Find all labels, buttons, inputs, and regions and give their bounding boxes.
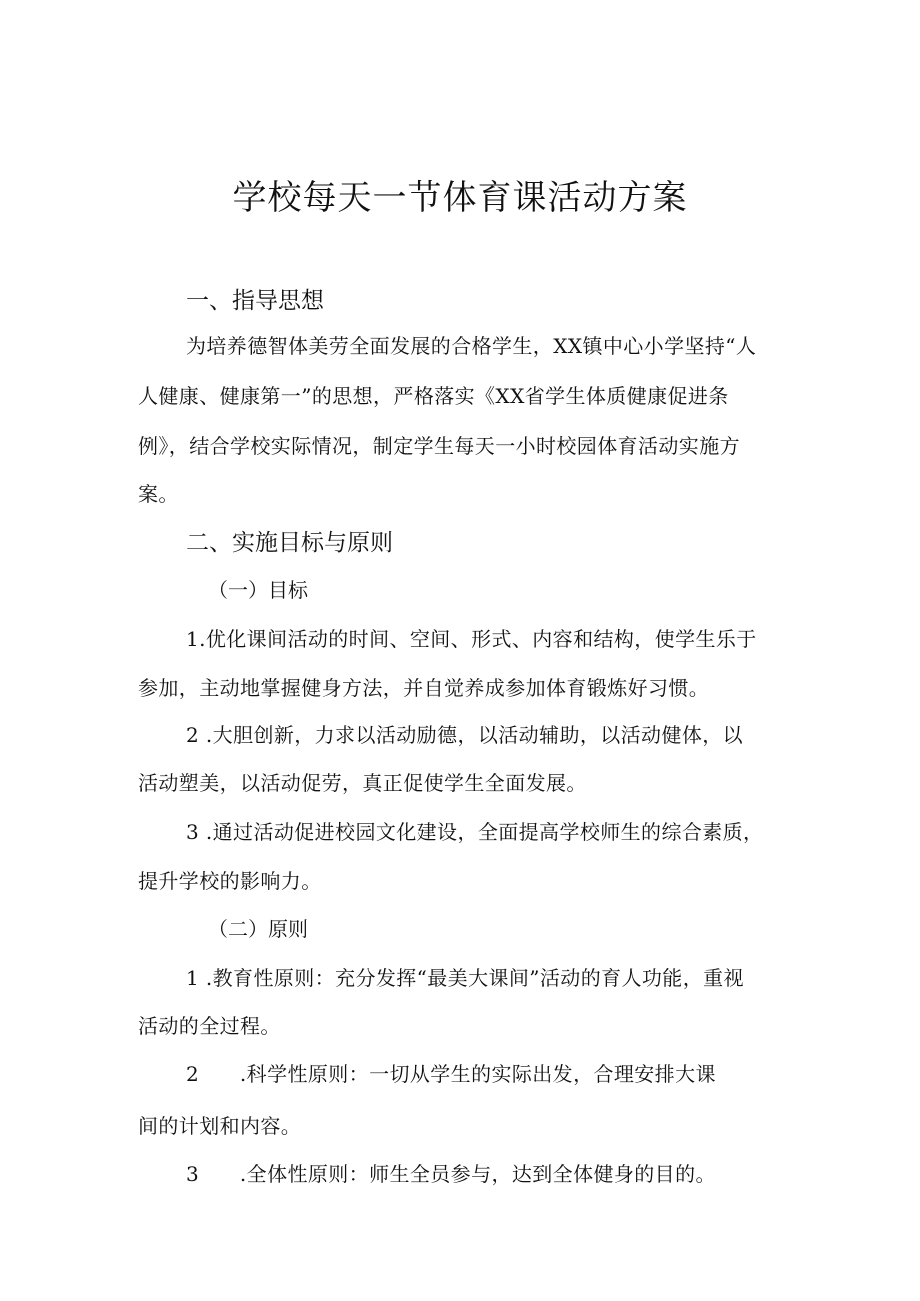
- principle-line: 1 .教育性原则：充分发挥“最美大课间”活动的育人功能，重视: [186, 966, 744, 990]
- goal-line: 参加，主动地掌握健身方法，并自觉养成参加体育锻炼好习惯。: [138, 676, 710, 700]
- paragraph-line: 例》，结合学校实际情况，制定学生每天一小时校园体育活动实施方: [138, 434, 740, 458]
- goal-line: 1.优化课间活动的时间、空间、形式、内容和结构，使学生乐于: [186, 627, 757, 651]
- subsection-heading-principles: （二）原则: [208, 917, 308, 941]
- paragraph-line: 人健康、健康第一”的思想，严格落实《XX省学生体质健康促进条: [138, 384, 729, 408]
- goal-line: 活动塑美，以活动促劳，真正促使学生全面发展。: [138, 771, 587, 795]
- goal-line: 2 .大胆创新，力求以活动励德，以活动辅助，以活动健体，以: [186, 723, 744, 747]
- document-title: 学校每天一节体育课活动方案: [232, 178, 688, 218]
- paragraph-line: 案。: [138, 482, 179, 506]
- goal-line: 提升学校的影响力。: [138, 869, 322, 893]
- principle-line: 2 .科学性原则：一切从学生的实际出发，合理安排大课: [186, 1062, 716, 1086]
- goal-line: 3 .通过活动促进校园文化建设，全面提高学校师生的综合素质，: [186, 820, 764, 844]
- section-heading-guiding-ideology: 一、指导思想: [186, 288, 324, 314]
- principle-line: 间的计划和内容。: [138, 1114, 302, 1138]
- subsection-heading-goals: （一）目标: [208, 578, 308, 602]
- paragraph-line: 为培养德智体美劳全面发展的合格学生，XX镇中心小学坚持“人: [186, 334, 757, 358]
- principle-line: 活动的全过程。: [138, 1014, 281, 1038]
- principle-line: 3 .全体性原则：师生全员参与，达到全体健身的目的。: [186, 1162, 716, 1186]
- section-heading-goals-principles: 二、实施目标与原则: [186, 530, 393, 556]
